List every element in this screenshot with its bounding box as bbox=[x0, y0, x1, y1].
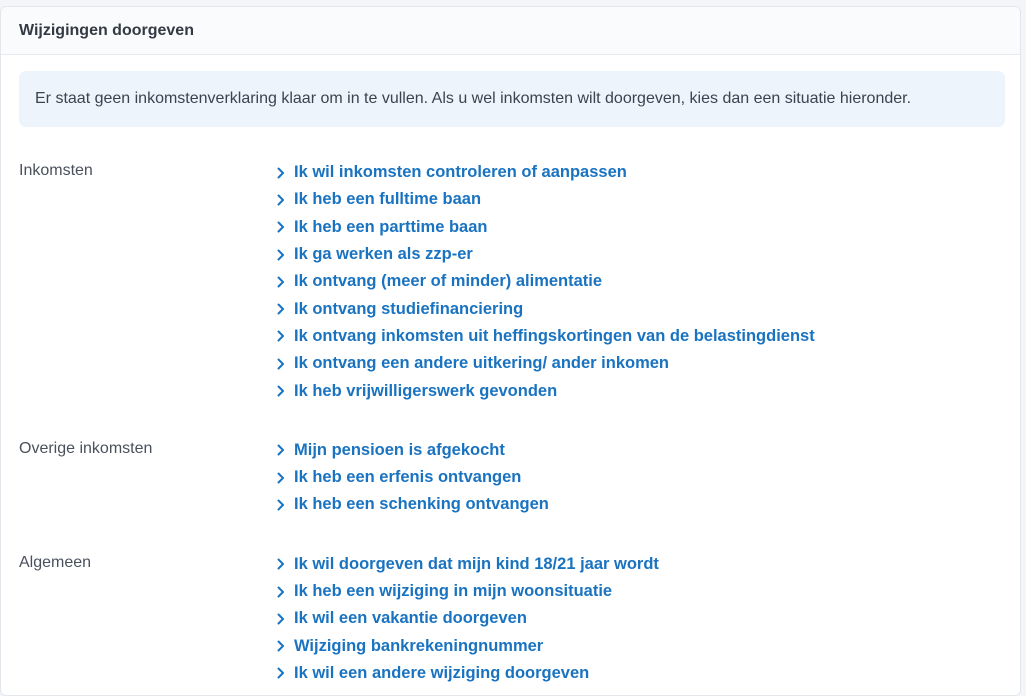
chevron-right-icon bbox=[276, 167, 294, 179]
link-item[interactable] bbox=[276, 437, 549, 464]
link-label[interactable]: Ik ga werken als zzp-er bbox=[294, 245, 473, 264]
link-item[interactable] bbox=[276, 491, 549, 518]
link-label[interactable]: Ik wil doorgeven dat mijn kind 18/21 jaar wordt bbox=[294, 554, 659, 573]
link-item[interactable] bbox=[276, 295, 815, 322]
chevron-right-icon bbox=[276, 613, 294, 625]
chevron-right-icon bbox=[276, 499, 294, 511]
chevron-right-icon bbox=[276, 221, 294, 233]
card-title: Wijzigingen doorgeven bbox=[19, 21, 194, 39]
section-inkomsten bbox=[19, 159, 1005, 405]
section-label: Inkomsten bbox=[19, 162, 93, 179]
link-label[interactable]: Ik heb een erfenis ontvangen bbox=[294, 468, 522, 487]
chevron-right-icon bbox=[276, 330, 294, 342]
link-item[interactable] bbox=[276, 241, 815, 268]
link-item[interactable] bbox=[276, 214, 815, 241]
link-label[interactable]: Ik wil een vakantie doorgeven bbox=[294, 609, 527, 628]
section-label: Overige inkomsten bbox=[19, 439, 153, 457]
chevron-right-icon bbox=[276, 558, 294, 570]
link-item[interactable] bbox=[276, 632, 659, 659]
link-label[interactable]: Ik wil inkomsten controleren of aanpassen bbox=[294, 163, 627, 182]
link-label[interactable]: Ik heb een parttime baan bbox=[294, 217, 488, 236]
link-label[interactable]: Ik ontvang studiefinanciering bbox=[294, 299, 524, 318]
chevron-right-icon bbox=[276, 586, 294, 598]
link-item[interactable] bbox=[276, 551, 659, 578]
link-label[interactable]: Ik heb een schenking ontvangen bbox=[294, 495, 549, 514]
link-label[interactable]: Ik ontvang een andere uitkering/ ander inkomen bbox=[294, 354, 670, 373]
section-label: Algemeen bbox=[19, 553, 92, 571]
info-message bbox=[19, 71, 1005, 127]
link-label[interactable]: Ik heb een fulltime baan bbox=[294, 190, 482, 209]
link-item[interactable] bbox=[276, 323, 815, 350]
link-list bbox=[276, 159, 815, 405]
link-item[interactable] bbox=[276, 464, 549, 491]
chevron-right-icon bbox=[276, 276, 294, 288]
link-item[interactable] bbox=[276, 578, 659, 605]
link-item[interactable] bbox=[276, 159, 815, 186]
link-label[interactable]: Ik heb vrijwilligerswerk gevonden bbox=[294, 381, 558, 400]
link-item[interactable] bbox=[276, 186, 815, 213]
chevron-right-icon bbox=[276, 358, 294, 370]
chevron-right-icon bbox=[276, 444, 294, 456]
link-item[interactable] bbox=[276, 350, 815, 377]
chevron-right-icon bbox=[276, 249, 294, 261]
link-label[interactable]: Ik ontvang inkomsten uit heffingskortingen van de belastingdienst bbox=[294, 326, 815, 345]
chevron-right-icon bbox=[276, 640, 294, 652]
link-label[interactable]: Ik ontvang (meer of minder) alimentatie bbox=[294, 272, 603, 291]
link-item[interactable] bbox=[276, 377, 815, 404]
link-label[interactable]: Ik wil een andere wijziging doorgeven bbox=[294, 663, 590, 682]
link-item[interactable] bbox=[276, 268, 815, 295]
info-message-text: Er staat geen inkomstenverklaring klaar om in te vullen. Als u wel inkomsten wilt doorgeven, kies dan een situatie hieronder. bbox=[35, 90, 912, 107]
chevron-right-icon bbox=[276, 303, 294, 315]
link-label[interactable]: Ik heb een wijziging in mijn woonsituatie bbox=[294, 582, 613, 600]
section-overige-inkomsten bbox=[19, 437, 1005, 519]
chevron-right-icon bbox=[276, 472, 294, 484]
changes-card bbox=[0, 6, 1021, 696]
chevron-right-icon bbox=[276, 194, 294, 206]
link-list bbox=[276, 551, 659, 687]
section-algemeen bbox=[19, 551, 1005, 687]
card-body bbox=[1, 55, 1020, 687]
link-label[interactable]: Wijziging bankrekeningnummer bbox=[294, 636, 544, 655]
link-label[interactable]: Mijn pensioen is afgekocht bbox=[294, 440, 505, 459]
link-item[interactable] bbox=[276, 660, 659, 687]
card-header bbox=[1, 7, 1020, 55]
chevron-right-icon bbox=[276, 667, 294, 679]
link-list bbox=[276, 437, 549, 519]
link-item[interactable] bbox=[276, 605, 659, 632]
chevron-right-icon bbox=[276, 385, 294, 397]
